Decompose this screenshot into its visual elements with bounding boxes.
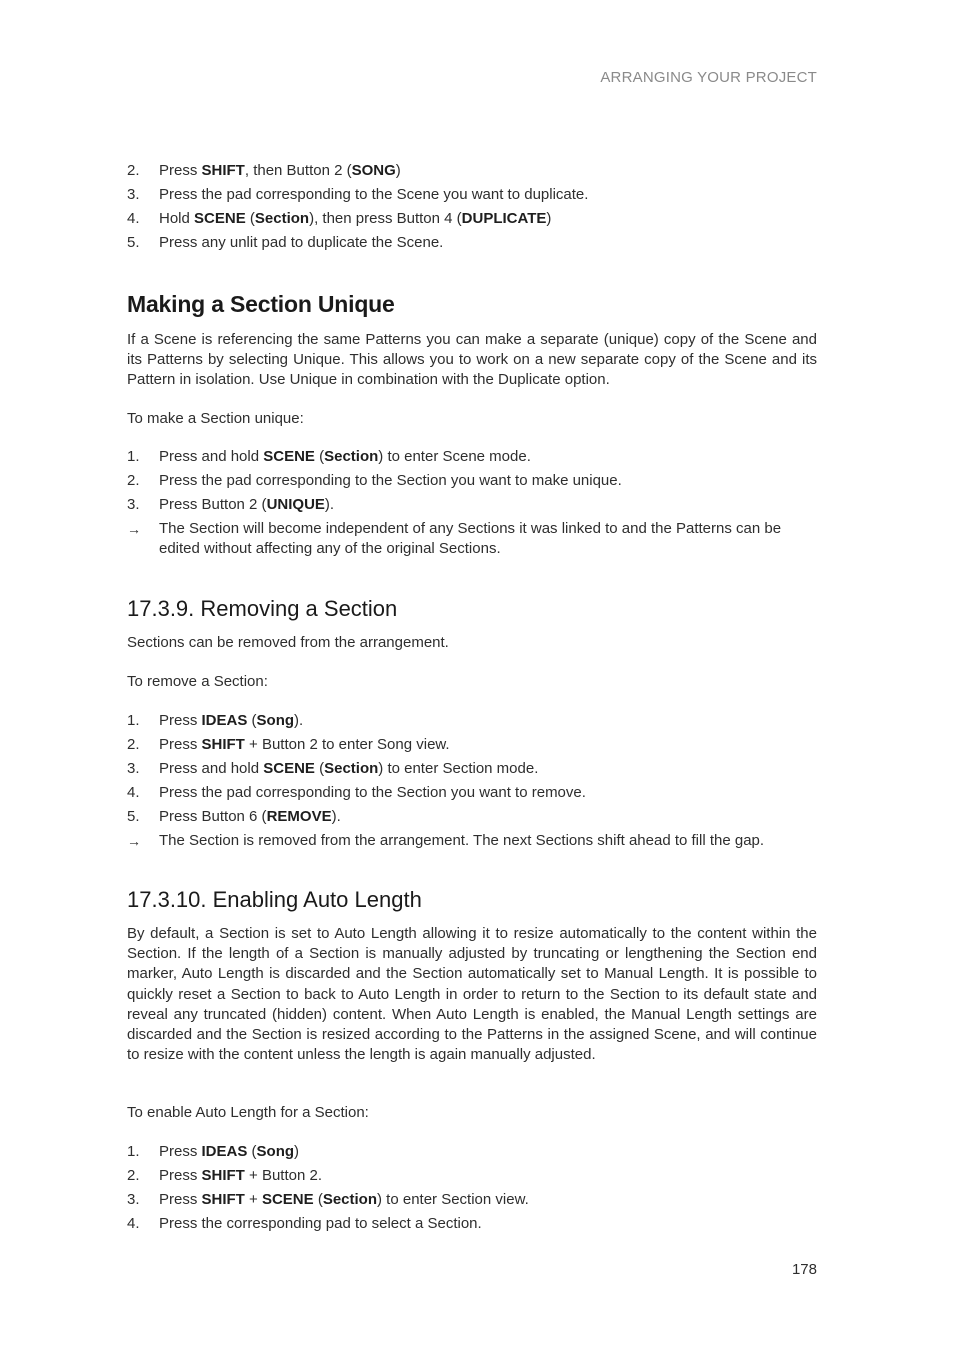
text-run: Press the corresponding pad to select a Section. [159, 1215, 482, 1232]
bold-term: SCENE [261, 1191, 314, 1208]
list-item-text [159, 712, 303, 729]
result-item [127, 519, 817, 559]
list-item [127, 233, 817, 253]
list-item-text [159, 448, 531, 465]
list-auto-steps [127, 1142, 817, 1238]
list-item [127, 807, 817, 827]
text-run: Press the pad corresponding to the Section you want to make unique. [159, 472, 622, 489]
bold-term: SCENE [263, 448, 315, 465]
paragraph-remove-intro: Sections can be removed from the arrangement. [127, 634, 449, 651]
result-item [127, 831, 817, 851]
list-item [127, 711, 817, 731]
bold-term: DUPLICATE [461, 210, 547, 227]
text-run: Press [159, 712, 202, 729]
text-run: + [244, 1191, 262, 1208]
list-item-text [159, 520, 781, 557]
text-run: Press Button 2 ( [159, 496, 267, 513]
list-item-text [159, 210, 551, 227]
bold-term: SHIFT [201, 1167, 245, 1184]
list-item-text [159, 1215, 482, 1232]
list-item-text [159, 784, 586, 801]
text-run: + Button 2. [244, 1167, 322, 1184]
list-number: 2. [127, 1167, 140, 1184]
heading-section-unique: Making a Section Unique [127, 291, 395, 317]
text-run: Press any unlit pad to duplicate the Scene. [159, 234, 444, 251]
list-number: 4. [127, 1215, 140, 1232]
text-run: ). [331, 808, 341, 825]
list-item [127, 783, 817, 803]
page-number: 178 [791, 1261, 817, 1278]
list-item-text [159, 736, 450, 753]
list-item [127, 471, 817, 491]
text-run: Press [159, 1143, 202, 1160]
text-run: ) [395, 162, 401, 179]
text-run: ). [324, 496, 335, 513]
bold-term: Section [324, 448, 379, 465]
text-run: Press and hold [159, 760, 264, 777]
list-number: 2. [127, 736, 140, 753]
text-run: ( [314, 760, 325, 777]
list-item [127, 1214, 817, 1234]
list-number: 2. [127, 162, 140, 179]
text-run: ( [313, 1191, 323, 1208]
bold-term: SCENE [194, 210, 246, 227]
bold-term: IDEAS [201, 712, 248, 729]
list-item-text [159, 760, 538, 777]
paragraph-unique-lead: To make a Section unique: [127, 410, 304, 427]
list-item-text [159, 496, 334, 513]
text-run: Press the pad corresponding to the Scene you want to duplicate. [159, 186, 589, 203]
list-number: 4. [127, 210, 140, 227]
list-item [127, 495, 817, 515]
text-run: Press [159, 1191, 202, 1208]
list-item-text [159, 1191, 529, 1208]
list-number: 1. [127, 448, 140, 465]
text-run: Press the pad corresponding to the Section you want to remove. [159, 784, 586, 801]
bold-term: Section [324, 760, 379, 777]
text-run: ) [546, 210, 552, 227]
list-number: 3. [127, 760, 140, 777]
list-item-text [159, 162, 401, 179]
list-item [127, 1166, 817, 1186]
list-number: 5. [127, 808, 140, 825]
text-run: ( [245, 210, 255, 227]
text-run: + Button 2 to enter Song view. [244, 736, 450, 753]
paragraph-auto-intro: By default, a Section is set to Auto Length allowing it to resize automatically to the content within the Section. If the length of a Section is manually adjusted by truncating or lengthening the Section end marker, Auto Length is discarded and the Section automatically set to Manual Length. It is possible to quickly reset a Section to back to Auto Length in order to return to the Section to its default state and reveal any truncated (hidden) content. When Auto Length is enabled, the Manual Length settings are discarded and the Section is resized according to the Patterns in the assigned Scene, and will continue to resize with the content unless the length is again manually adjusted. [127, 925, 817, 1064]
paragraph-remove-lead: To remove a Section: [127, 673, 268, 690]
text-run: ) to enter Scene mode. [378, 448, 531, 465]
list-number: 3. [127, 186, 140, 203]
list-item-text [159, 234, 443, 251]
list-remove-steps [127, 711, 817, 855]
arrow-icon: → [127, 521, 141, 537]
text-run: Press [159, 162, 202, 179]
list-item-text [159, 832, 764, 849]
bold-term: Song [256, 712, 295, 729]
bold-term: SHIFT [201, 162, 245, 179]
bold-term: SHIFT [201, 736, 245, 753]
list-unique-steps [127, 447, 817, 563]
list-item [127, 185, 817, 205]
bold-term: IDEAS [201, 1143, 248, 1160]
list-item-text [159, 1143, 299, 1160]
list-number: 2. [127, 472, 140, 489]
text-run: Press and hold [159, 448, 264, 465]
bold-term: REMOVE [266, 808, 332, 825]
text-run: ( [247, 712, 257, 729]
list-item [127, 735, 817, 755]
list-number: 1. [127, 712, 140, 729]
text-run: Press Button 6 ( [159, 808, 267, 825]
bold-term: SCENE [263, 760, 315, 777]
heading-removing-section: 17.3.9. Removing a Section [127, 596, 398, 621]
list-item-text [159, 186, 588, 203]
text-run: ) to enter Section mode. [378, 760, 539, 777]
bold-term: Section [322, 1191, 378, 1208]
heading-auto-length: 17.3.10. Enabling Auto Length [127, 887, 422, 912]
list-item [127, 447, 817, 467]
list-number: 1. [127, 1143, 140, 1160]
text-run: ), then press Button 4 ( [309, 210, 462, 227]
text-run: Press [159, 1167, 202, 1184]
text-run: ( [247, 1143, 257, 1160]
bold-term: SHIFT [201, 1191, 245, 1208]
bold-term: Song [256, 1143, 295, 1160]
running-header: ARRANGING YOUR PROJECT [600, 69, 817, 86]
list-item-text [159, 1167, 322, 1184]
arrow-icon: → [127, 833, 141, 849]
text-run: Press [159, 736, 202, 753]
list-item-text [159, 808, 341, 825]
list-item [127, 759, 817, 779]
text-run: ( [314, 448, 325, 465]
paragraph-auto-lead: To enable Auto Length for a Section: [127, 1104, 369, 1121]
list-item-text [159, 472, 622, 489]
list-item [127, 1190, 817, 1210]
text-run: ). [294, 712, 304, 729]
list-item [127, 1142, 817, 1162]
list-number: 4. [127, 784, 140, 801]
text-run: Hold [159, 210, 195, 227]
list-item [127, 209, 817, 229]
text-run: ) to enter Section view. [377, 1191, 529, 1208]
list-number: 3. [127, 1191, 140, 1208]
list-item [127, 161, 817, 181]
bold-term: UNIQUE [266, 496, 325, 513]
paragraph-unique-intro: If a Scene is referencing the same Patterns you can make a separate (unique) copy of the Scene and its Patterns by selecting Unique. This allows you to work on a new separate copy of the Scene and its Pattern in isolation. Use Unique in combination with the Duplicate option. [127, 331, 817, 389]
text-run: The Section is removed from the arrangement. The next Sections shift ahead to fill the gap. [159, 832, 765, 849]
list-number: 3. [127, 496, 140, 513]
text-run: The Section will become independent of any Sections it was linked to and the Patterns can be edited without affecting any of the original Sections. [159, 520, 782, 557]
bold-term: SONG [351, 162, 396, 179]
bold-term: Section [254, 210, 310, 227]
text-run: ) [294, 1143, 300, 1160]
list-top [127, 161, 817, 257]
list-number: 5. [127, 234, 140, 251]
text-run: , then Button 2 ( [244, 162, 352, 179]
